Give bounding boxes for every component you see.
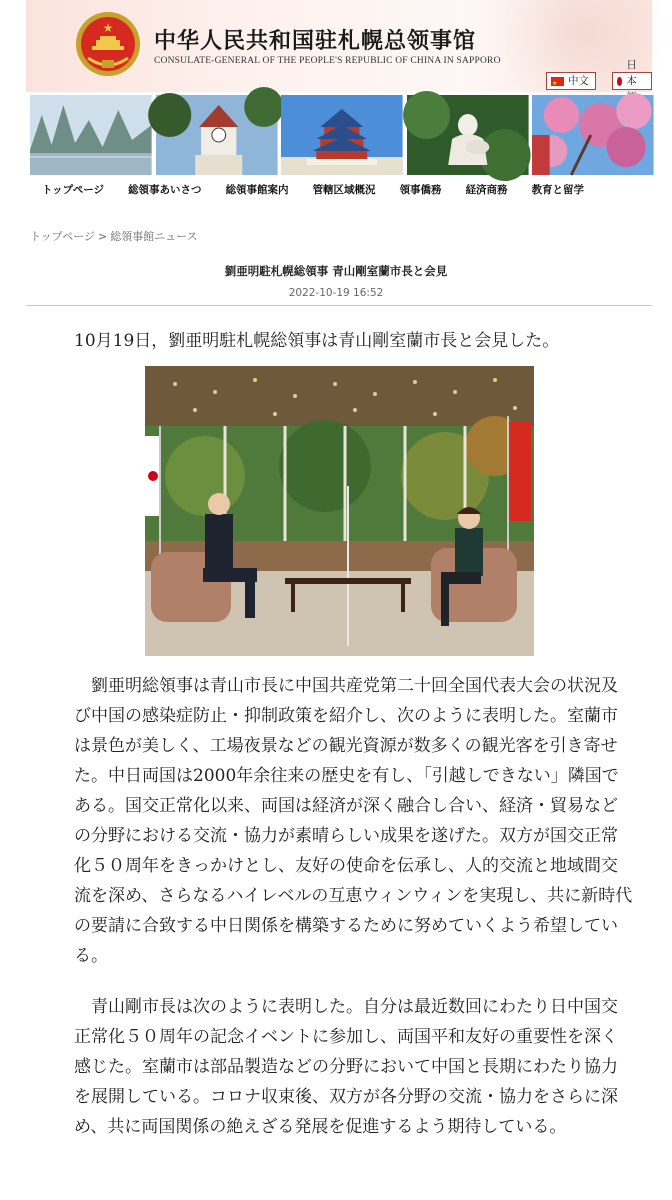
nav-item-education[interactable]: 教育と留学 <box>531 184 585 196</box>
main-nav <box>30 178 654 202</box>
breadcrumb <box>30 228 198 244</box>
divider <box>26 305 652 306</box>
site-header <box>26 0 652 92</box>
article-date: 2022-10-19 16:52 <box>288 287 384 299</box>
banner-photo-guilin <box>30 95 152 175</box>
breadcrumb-home-link[interactable]: トップページ <box>30 230 96 243</box>
nav-item-consular-affairs[interactable]: 領事僑務 <box>399 184 442 196</box>
nav-item-greeting[interactable]: 総領事あいさつ <box>128 184 202 196</box>
article-photo <box>145 366 534 656</box>
nav-item-economy-commerce[interactable]: 経済商務 <box>465 184 508 196</box>
lang-chinese-label: 中文 <box>568 75 589 87</box>
japan-flag-icon <box>617 77 622 86</box>
nav-item-top[interactable]: トップページ <box>42 184 105 196</box>
lang-japanese-button[interactable] <box>612 59 652 90</box>
banner-photo-cherry-blossom <box>532 95 654 175</box>
site-subtitle: CONSULATE-GENERAL OF THE PEOPLE'S REPUBLIC OF CHINA IN SAPPORO <box>154 56 501 66</box>
banner-photo-strip <box>30 95 654 175</box>
lang-japanese-label: 日本 <box>626 59 637 87</box>
breadcrumb-separator: > <box>98 230 108 243</box>
article-paragraph-3: 青山剛市長は次のように表明した。自分は最近数回にわたり日中国交正常化５０周年の記念イベントに参加し、両国平和友好の重要性を深く感じた。室蘭市は部品製造などの分野において中国と長期にわたり協力を展開している。コロナ収束後、双方が各分野の交流・協力をさらに深め、共に両国関係の絶えざる発展を促進するよう期待している。 <box>74 997 618 1137</box>
svg-text:★: ★ <box>102 21 114 35</box>
banner-photo-temple-of-heaven <box>281 95 403 175</box>
national-emblem-icon <box>74 10 142 78</box>
nav-item-consulate-info[interactable]: 総領事館案内 <box>225 184 289 196</box>
lang-chinese-button[interactable] <box>546 72 596 90</box>
article-title: 劉亜明駐札幌総領事 青山剛室蘭市長と会見 <box>224 264 448 278</box>
banner-photo-clock-tower <box>156 95 278 175</box>
article-paragraph-1: 10月19日，劉亜明駐札幌総領事は青山剛室蘭市長と会見した。 <box>74 331 560 351</box>
banner-photo-statue <box>407 95 529 175</box>
china-flag-icon <box>551 77 564 86</box>
nav-item-district-overview[interactable]: 管轄区域概況 <box>312 184 376 196</box>
article-paragraph-2: 劉亜明総領事は青山市長に中国共産党第二十回全国代表大会の状況及び中国の感染症防止・抑制政策を紹介し、次のように表明した。室蘭市は景色が美しく、工場夜景などの観光資源が数多くの観光客を引き寄せた。中日両国は2000年余往来の歴史を有し、「引越しできない」隣国である。国交正常化以来、両国は経済が深く融合し合い、経済・貿易などの分野における交流・協力が素晴らしい成果を遂げた。双方が国交正常化５０周年をきっかけとし、友好の使命を伝承し、人的交流と地域間交流を深め、さらなるハイレベルの互恵ウィンウィンを実現し、共に新時代の要請に合致する中日関係を構築するために努めていくよう希望している。 <box>74 676 633 966</box>
breadcrumb-current-link[interactable]: 総領事館ニュース <box>110 230 198 243</box>
site-title: 中华人民共和国驻札幌总领事馆 <box>154 28 477 54</box>
